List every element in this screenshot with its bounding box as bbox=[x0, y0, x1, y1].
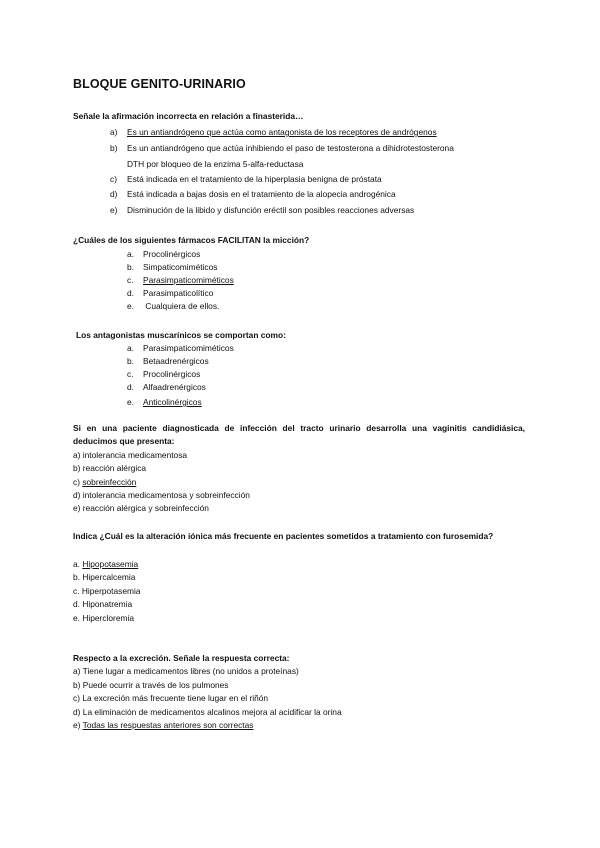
question-3-option-d bbox=[127, 381, 206, 394]
option-text: La eliminación de medicamentos alcalinos mejora al acidificar la orina bbox=[82, 707, 342, 717]
option-label: c) bbox=[110, 174, 117, 184]
option-label: e) bbox=[110, 205, 118, 215]
option-text: Está indicada en el tratamiento de la hiperplasia benigna de próstata bbox=[127, 174, 382, 184]
question-2-option-c bbox=[127, 274, 234, 287]
question-2-option-a bbox=[127, 248, 200, 261]
question-1-option-a bbox=[110, 126, 437, 139]
option-text: Procolinérgicos bbox=[143, 249, 201, 259]
option-label: e) bbox=[73, 720, 81, 730]
option-text: Alfaadrenérgicos bbox=[143, 382, 206, 392]
option-label: e) bbox=[73, 503, 81, 513]
question-4-option-a bbox=[73, 449, 187, 462]
option-label: d. bbox=[127, 382, 134, 392]
option-label: a. bbox=[127, 343, 134, 353]
option-label: b) bbox=[110, 143, 118, 153]
option-text-correct-answer: Parasimpaticomiméticos bbox=[143, 275, 234, 285]
question-5-option-e bbox=[73, 612, 134, 625]
option-label: c. bbox=[127, 275, 134, 285]
question-5-option-c bbox=[73, 585, 141, 598]
option-text: Cualquiera de ellos. bbox=[143, 301, 220, 311]
option-label: a. bbox=[73, 559, 80, 569]
question-3-text: Los antagonistas muscarínicos se comportan como: bbox=[76, 330, 286, 340]
question-5-option-b bbox=[73, 571, 135, 584]
question-1-option-e bbox=[110, 204, 414, 217]
question-3-option-b bbox=[127, 355, 209, 368]
question-6-option-b bbox=[73, 679, 229, 692]
question-4-text: Si en una paciente diagnosticada de infección del tracto urinario desarrolla una vaginitis candidiásica, deducimos que presenta: bbox=[73, 423, 525, 446]
option-label: c. bbox=[73, 586, 80, 596]
option-text: Está indicada a bajas dosis en el tratamiento de la alopecia androgénica bbox=[127, 189, 396, 199]
question-6-text: Respecto a la excreción. Señale la respuesta correcta: bbox=[73, 653, 290, 663]
option-text-correct-answer: Anticolinérgicos bbox=[143, 397, 202, 407]
option-label: a. bbox=[127, 249, 134, 259]
option-label: d. bbox=[127, 288, 134, 298]
option-label: d) bbox=[73, 490, 81, 500]
question-2-option-b bbox=[127, 261, 217, 274]
option-text: intolerancia medicamentosa bbox=[82, 450, 188, 460]
option-text: Parasimpaticomiméticos bbox=[143, 343, 234, 353]
option-label: b. bbox=[73, 572, 80, 582]
option-label: b. bbox=[127, 356, 134, 366]
question-6-option-e bbox=[73, 719, 253, 732]
option-label: a) bbox=[73, 666, 81, 676]
option-text: Tiene lugar a medicamentos libres (no unidos a proteínas) bbox=[82, 666, 299, 676]
question-2-text: ¿Cuáles de los siguientes fármacos FACILITAN la micción? bbox=[73, 235, 310, 245]
page-title: BLOQUE GENITO-URINARIO bbox=[73, 77, 246, 91]
option-text: intolerancia medicamentosa y sobreinfección bbox=[82, 490, 250, 500]
question-2-option-e bbox=[127, 300, 219, 313]
option-text: Betaadrenérgicos bbox=[143, 356, 209, 366]
option-label: e. bbox=[127, 397, 134, 407]
question-5-option-d bbox=[73, 598, 132, 611]
option-text: DTH por bloqueo de la enzima 5-alfa-reductasa bbox=[127, 159, 304, 169]
option-text: Hiperpotasemia bbox=[81, 586, 141, 596]
option-text: La excreción más frecuente tiene lugar en el riñón bbox=[82, 693, 269, 703]
question-4-option-d bbox=[73, 489, 250, 502]
option-label: e. bbox=[127, 301, 134, 311]
question-3-option-a bbox=[127, 342, 234, 355]
question-1-option-c bbox=[110, 173, 382, 186]
option-text-correct-answer: Todas las respuestas anteriores son correctas bbox=[82, 720, 254, 730]
option-text: Hipercloremia bbox=[82, 613, 134, 623]
question-2-option-d bbox=[127, 287, 213, 300]
question-4-option-b bbox=[73, 462, 146, 475]
question-6-option-d bbox=[73, 706, 342, 719]
option-label: a) bbox=[73, 450, 81, 460]
option-label: a) bbox=[110, 127, 118, 137]
question-3-option-c bbox=[127, 368, 200, 381]
option-label: e. bbox=[73, 613, 80, 623]
question-1-option-d bbox=[110, 188, 396, 201]
question-6-option-c bbox=[73, 692, 268, 705]
question-6-option-a bbox=[73, 665, 299, 678]
question-4-option-c bbox=[73, 476, 136, 489]
option-label: b) bbox=[73, 463, 81, 473]
option-text: reacción alérgica y sobreinfección bbox=[82, 503, 209, 513]
option-text: Es un antiandrógeno que actúa inhibiendo el paso de testosterona a dihidrotestosterona bbox=[127, 143, 454, 153]
option-label: d. bbox=[73, 599, 80, 609]
option-label: b) bbox=[73, 680, 81, 690]
option-text: Hiponatremia bbox=[82, 599, 133, 609]
question-5-text: Indica ¿Cuál es la alteración iónica más frecuente en pacientes sometidos a tratamiento con furosemida? bbox=[73, 531, 494, 541]
option-label: c. bbox=[127, 369, 134, 379]
question-5-option-a bbox=[73, 558, 138, 571]
option-label: b. bbox=[127, 262, 134, 272]
option-label: d) bbox=[73, 707, 81, 717]
question-1-text: Señale la afirmación incorrecta en relación a finasterida… bbox=[73, 111, 304, 121]
option-label: d) bbox=[110, 189, 118, 199]
option-text: Hipercalcemia bbox=[82, 572, 136, 582]
option-text-correct-answer: sobreinfección bbox=[82, 477, 137, 487]
question-3-option-e bbox=[127, 396, 202, 409]
option-text: reacción alérgica bbox=[82, 463, 147, 473]
question-4-option-e bbox=[73, 502, 209, 515]
question-1-option-b bbox=[110, 142, 454, 155]
option-label: c) bbox=[73, 693, 80, 703]
option-text: Simpaticomiméticos bbox=[143, 262, 218, 272]
option-text: Parasimpaticolítico bbox=[143, 288, 214, 298]
option-label: c) bbox=[73, 477, 80, 487]
option-text-correct-answer: Hipopotasemia bbox=[82, 559, 139, 569]
option-text: Procolinérgicos bbox=[143, 369, 201, 379]
question-1-option-b-continued bbox=[127, 158, 303, 171]
option-text-correct-answer: Es un antiandrógeno que actúa como antagonista de los receptores de andrógenos bbox=[127, 127, 437, 137]
option-text: Puede ocurrir a través de los pulmones bbox=[82, 680, 229, 690]
option-text: Disminución de la libido y disfunción eréctil son posibles reacciones adversas bbox=[127, 205, 415, 215]
